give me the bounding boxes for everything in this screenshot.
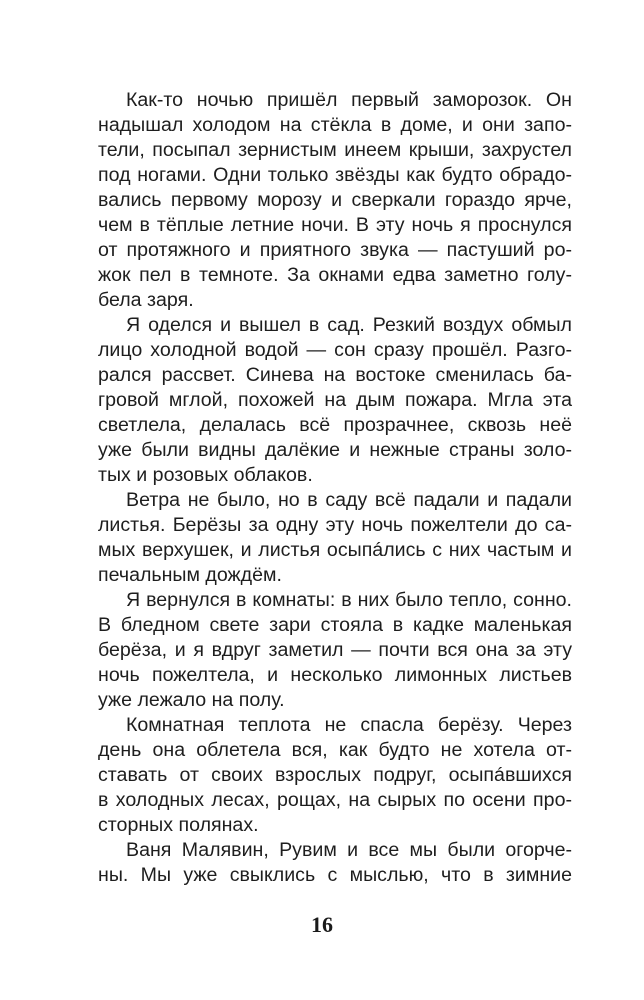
paragraph-first-line: Ветра не было, но в саду всё падали и падали [126,489,572,511]
text-line: гровой мглой, похожей на дым пожара. Мгла эта [98,389,572,411]
text-line: ночь пожелтела, и несколько лимонных листьев [98,664,572,686]
paragraph-first-line: Как-то ночью пришёл первый заморозок. Он [126,89,572,111]
text-line: ставать от своих взрослых подруг, осыпáвшихся [98,764,572,786]
paragraph-first-line: Комнатная теплота не спасла берёзу. Через [126,714,572,736]
text-line: чем в тёплые летние ночи. В эту ночь я проснулся [98,214,572,236]
text-line: рался рассвет. Синева на востоке сменилась ба- [98,364,572,386]
text-line: жок пел в темноте. За окнами едва заметно голу- [98,264,572,286]
text-line: листья. Берёзы за одну эту ночь пожелтели до са- [98,514,572,536]
text-line: лицо холодной водой — сон сразу прошёл. Разго- [98,339,572,361]
text-line: берёза, и я вдруг заметил — почти вся она за эту [98,639,572,661]
text-line: от протяжного и приятного звука — пастуший ро- [98,239,572,261]
paragraph-first-line: Я оделся и вышел в сад. Резкий воздух обмыл [126,314,572,336]
text-line: под ногами. Одни только звёзды как будто обрадо- [98,164,572,186]
text-line: сторных полянах. [98,814,259,836]
text-line: уже были видны далёкие и нежные страны золо- [98,439,572,461]
body-text [98,88,572,888]
text-line: ны. Мы уже свыклись с мыслью, что в зимние [98,864,572,886]
text-line: бела заря. [98,289,194,311]
text-line: вались первому морозу и сверкали гораздо ярче, [98,189,572,211]
text-line: светлела, делалась всё прозрачнее, сквозь неё [98,414,572,436]
text-line: надышал холодом на стёкла в доме, и они запо- [98,114,572,136]
paragraph-first-line: Я вернулся в комнаты: в них было тепло, сонно. [126,589,572,611]
text-line: уже лежало на полу. [98,689,285,711]
page-number: 16 [311,912,333,937]
text-line: в холодных лесах, рощах, на сырых по осени про- [98,789,572,811]
text-line: день она облетела вся, как будто не хотела от- [98,739,572,761]
text-line: В бледном свете зари стояла в кадке маленькая [98,614,572,636]
text-line: печальным дождём. [98,564,282,586]
text-line: мых верхушек, и листья осыпáлись с них частым и [98,539,572,561]
text-line: тых и розовых облаков. [98,464,313,486]
paragraph-first-line: Ваня Малявин, Рувим и все мы были огорче- [126,839,572,861]
text-line: тели, посыпал зернистым инеем крыши, захрустел [98,139,572,161]
